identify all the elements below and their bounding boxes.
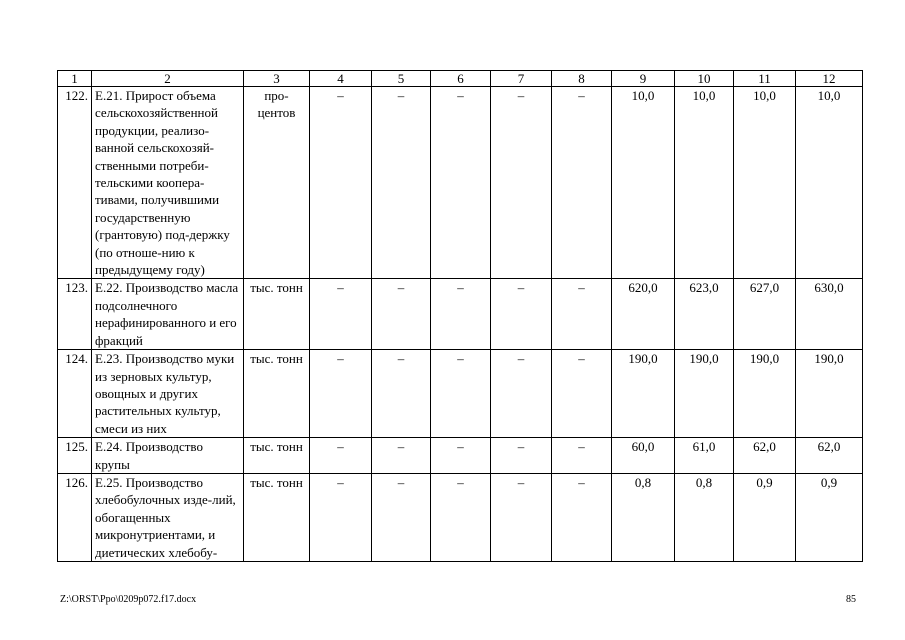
value-cell: – — [372, 87, 431, 279]
value-cell: 0,9 — [796, 473, 863, 561]
value-cell: 620,0 — [612, 279, 675, 350]
column-number-header: 3 — [244, 71, 310, 87]
value-cell: – — [310, 279, 372, 350]
row-number: 125. — [58, 438, 92, 474]
unit-of-measure: про-центов — [244, 87, 310, 279]
value-cell: – — [372, 438, 431, 474]
value-cell: – — [491, 350, 552, 438]
footer-page-number: 85 — [846, 594, 856, 605]
value-cell: 190,0 — [675, 350, 734, 438]
value-cell: 62,0 — [734, 438, 796, 474]
table-header-row — [58, 71, 863, 87]
value-cell: – — [372, 473, 431, 561]
column-number-header: 9 — [612, 71, 675, 87]
indicator-name: Е.21. Прирост объема сельскохозяйственной продукции, реализо-ванной сельскохозяй-ственными потреби-тельскими коопера-тивами, получившими государственную (грантовую) под-держку (по отноше-нию к предыдущему году) — [92, 87, 244, 279]
value-cell: 190,0 — [734, 350, 796, 438]
table-row — [58, 473, 863, 561]
unit-of-measure: тыс. тонн — [244, 350, 310, 438]
value-cell: – — [552, 473, 612, 561]
column-number-header: 1 — [58, 71, 92, 87]
unit-of-measure: тыс. тонн — [244, 438, 310, 474]
row-number: 124. — [58, 350, 92, 438]
value-cell: – — [431, 279, 491, 350]
unit-of-measure: тыс. тонн — [244, 473, 310, 561]
value-cell: – — [372, 279, 431, 350]
table-row — [58, 87, 863, 279]
column-number-header: 10 — [675, 71, 734, 87]
indicators-table — [57, 70, 863, 562]
value-cell: 0,8 — [675, 473, 734, 561]
value-cell: 60,0 — [612, 438, 675, 474]
column-number-header: 7 — [491, 71, 552, 87]
footer-file-path: Z:\ORST\Ppo\0209p072.f17.docx — [60, 594, 197, 605]
table-row — [58, 350, 863, 438]
indicator-name: Е.24. Производство крупы — [92, 438, 244, 474]
table-row — [58, 438, 863, 474]
value-cell: 10,0 — [675, 87, 734, 279]
value-cell: – — [310, 473, 372, 561]
value-cell: – — [372, 350, 431, 438]
value-cell: 62,0 — [796, 438, 863, 474]
row-number: 122. — [58, 87, 92, 279]
value-cell: 630,0 — [796, 279, 863, 350]
value-cell: 10,0 — [612, 87, 675, 279]
indicator-name: Е.23. Производство муки из зерновых культур, овощных и других растительных культур, смеси из них — [92, 350, 244, 438]
value-cell: 10,0 — [734, 87, 796, 279]
value-cell: 0,8 — [612, 473, 675, 561]
column-number-header: 4 — [310, 71, 372, 87]
value-cell: – — [552, 87, 612, 279]
value-cell: 10,0 — [796, 87, 863, 279]
column-number-header: 8 — [552, 71, 612, 87]
value-cell: – — [491, 279, 552, 350]
value-cell: – — [310, 350, 372, 438]
value-cell: – — [431, 87, 491, 279]
column-number-header: 5 — [372, 71, 431, 87]
value-cell: 0,9 — [734, 473, 796, 561]
value-cell: 190,0 — [796, 350, 863, 438]
value-cell: – — [491, 438, 552, 474]
value-cell: 627,0 — [734, 279, 796, 350]
unit-of-measure: тыс. тонн — [244, 279, 310, 350]
table-row — [58, 279, 863, 350]
column-number-header: 11 — [734, 71, 796, 87]
value-cell: – — [491, 87, 552, 279]
row-number: 123. — [58, 279, 92, 350]
value-cell: – — [491, 473, 552, 561]
value-cell: – — [310, 438, 372, 474]
value-cell: – — [431, 350, 491, 438]
value-cell: 623,0 — [675, 279, 734, 350]
value-cell: – — [431, 438, 491, 474]
column-number-header: 2 — [92, 71, 244, 87]
row-number: 126. — [58, 473, 92, 561]
value-cell: – — [431, 473, 491, 561]
value-cell: – — [310, 87, 372, 279]
indicator-name: Е.25. Производство хлебобулочных изде-лий, обогащенных микронутриентами, и диетических хлебобу- — [92, 473, 244, 561]
column-number-header: 12 — [796, 71, 863, 87]
value-cell: – — [552, 438, 612, 474]
value-cell: – — [552, 350, 612, 438]
indicator-name: Е.22. Производство масла подсолнечного нерафинированного и его фракций — [92, 279, 244, 350]
value-cell: – — [552, 279, 612, 350]
column-number-header: 6 — [431, 71, 491, 87]
value-cell: 61,0 — [675, 438, 734, 474]
value-cell: 190,0 — [612, 350, 675, 438]
